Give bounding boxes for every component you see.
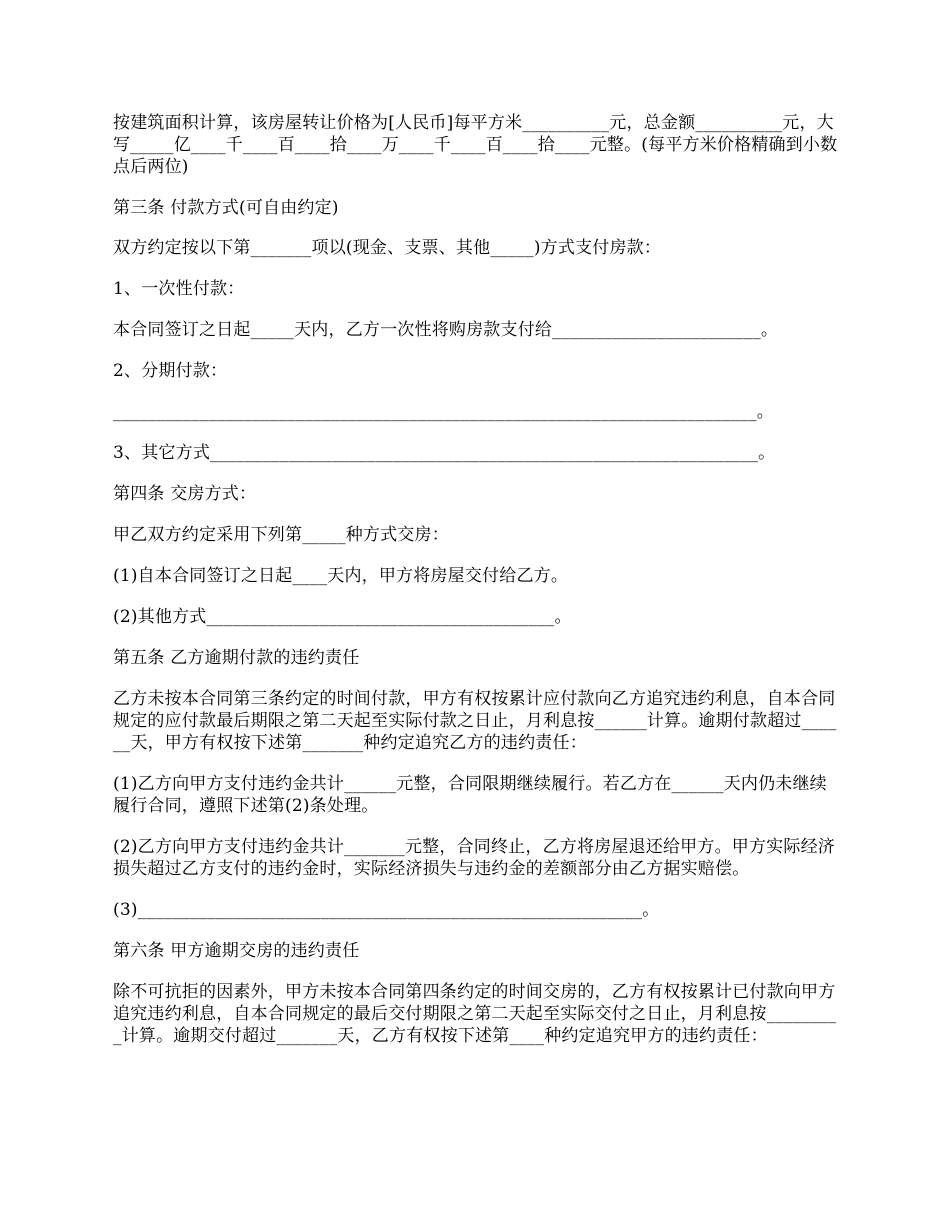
installment-heading: 2、分期付款： bbox=[113, 361, 228, 381]
delivery-option-2: (2)其他方式________________________________________。 bbox=[113, 607, 572, 627]
article-5-heading: 第五条 乙方逾期付款的违约责任 bbox=[113, 648, 360, 668]
late-payment-option-1: (1)乙方向甲方支付违约金共计______元整，合同限期继续履行。若乙方在______天内仍未继续履行合同，遵照下述第(2)条处理。 bbox=[113, 774, 827, 816]
article-3-heading: 第三条 付款方式(可自由约定) bbox=[113, 198, 339, 218]
other-method-clause: 3、其它方式_______________________________________________________________。 bbox=[113, 443, 776, 463]
delivery-method-clause: 甲乙双方约定采用下列第_____种方式交房： bbox=[113, 525, 449, 545]
payment-method-clause: 双方约定按以下第_______项以(现金、支票、其他_____)方式支付房款： bbox=[113, 238, 662, 258]
contract-document bbox=[113, 112, 838, 1066]
article-6-heading: 第六条 甲方逾期交房的违约责任 bbox=[113, 941, 360, 961]
delivery-option-1: (1)自本合同签订之日起____天内，甲方将房屋交付给乙方。 bbox=[113, 566, 569, 586]
article-4-heading: 第四条 交房方式： bbox=[113, 484, 257, 504]
lump-sum-heading: 1、一次性付款： bbox=[113, 279, 245, 299]
late-payment-option-3: (3)__________________________________________________________。 bbox=[113, 900, 660, 920]
price-clause: 按建筑面积计算，该房屋转让价格为[人民币]每平方米__________元，总金额__________元，大写_____亿____千____百____拾____万____千____百____拾____元整。(每平方米价格精确到小数点后两位) bbox=[113, 113, 838, 177]
late-payment-clause: 乙方未按本合同第三条约定的时间付款，甲方有权按累计应付款向乙方追究违约利息，自本合同规定的应付款最后期限之第二天起至实际付款之日止，月利息按______计算。逾期付款超过______天，甲方有权按下述第_______种约定追究乙方的违约责任： bbox=[113, 689, 837, 753]
late-delivery-clause: 除不可抗拒的因素外，甲方未按本合同第四条约定的时间交房的，乙方有权按累计已付款向甲方追究违约利息，自本合同规定的最后交付期限之第二天起至实际交付之日止，月利息按_________计算。逾期交付超过_______天，乙方有权按下述第____种约定追究甲方的违约责任： bbox=[113, 982, 837, 1046]
late-payment-option-2: (2)乙方向甲方支付违约金共计_______元整，合同终止，乙方将房屋退还给甲方。甲方实际经济损失超过乙方支付的违约金时，实际经济损失与违约金的差额部分由乙方据实赔偿。 bbox=[113, 837, 835, 879]
installment-blank-line: __________________________________________________________________________。 bbox=[113, 402, 774, 422]
lump-sum-clause: 本合同签订之日起_____天内，乙方一次性将购房款支付给________________________。 bbox=[113, 320, 779, 340]
